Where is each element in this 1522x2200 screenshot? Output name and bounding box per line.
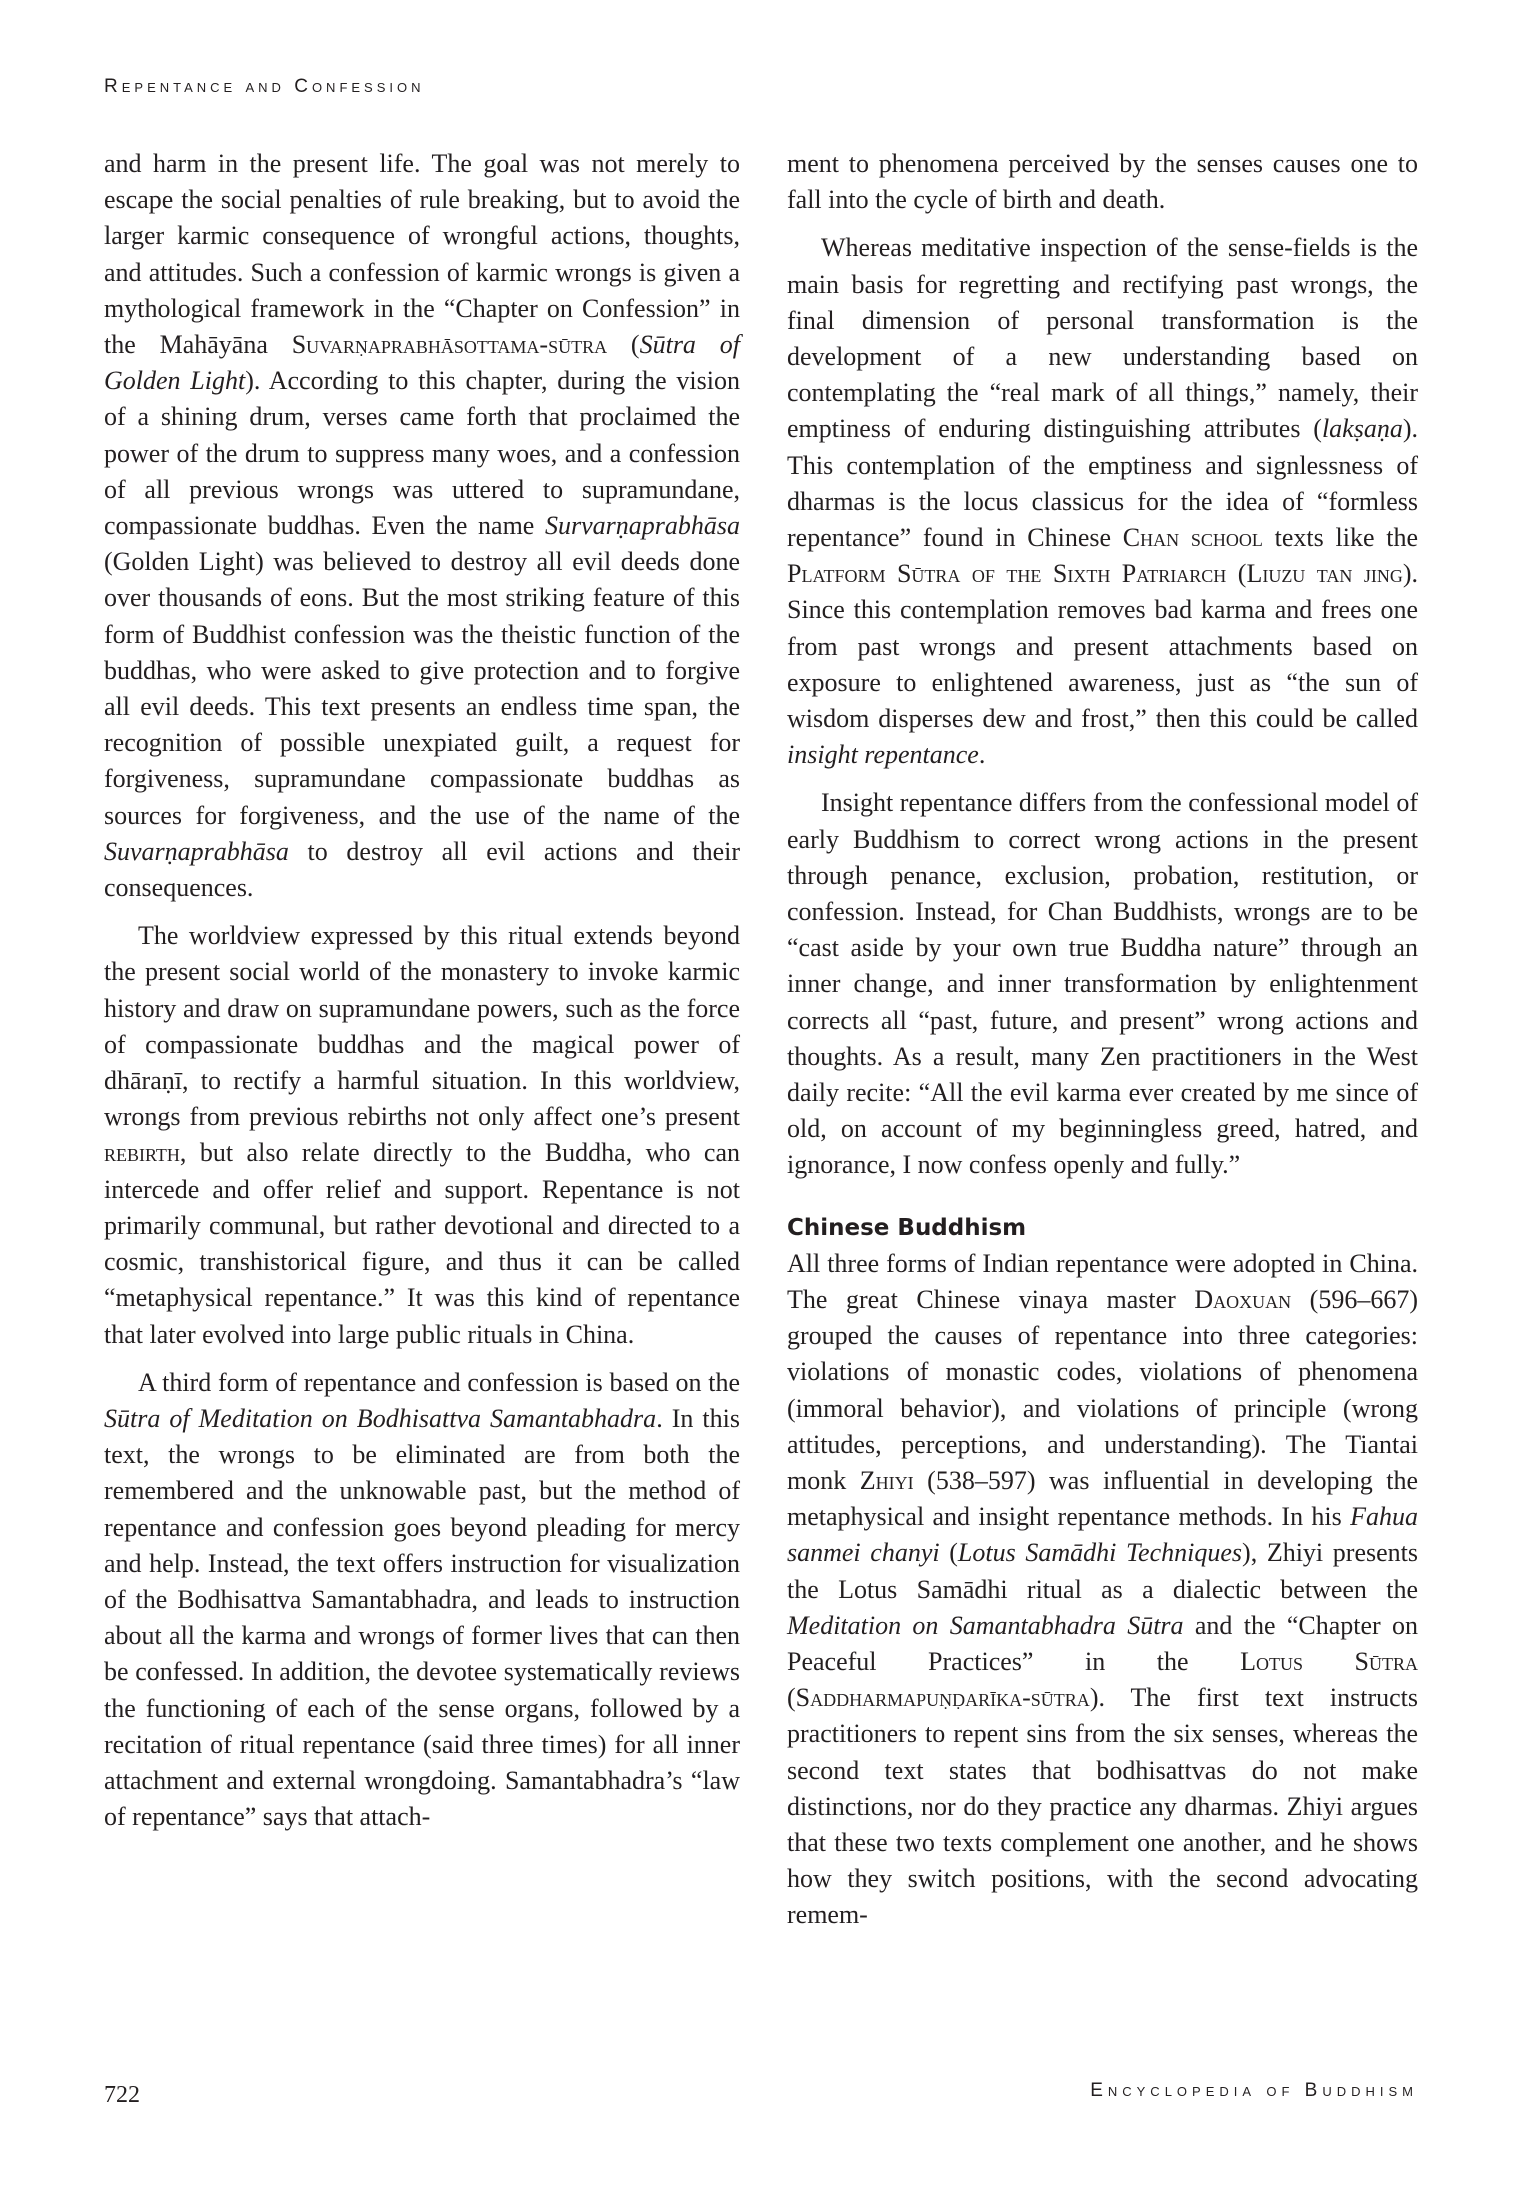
paragraph bbox=[787, 230, 1418, 773]
text: ). This contemplation of the emptiness and signlessness of dharmas is the locus classicus for the idea of “formless repentance” found in Chinese bbox=[787, 414, 1418, 553]
paragraph bbox=[787, 785, 1418, 1183]
italic-term: Survarṇaprabhāsa bbox=[544, 511, 740, 541]
italic-term: insight repentance bbox=[787, 740, 979, 770]
cross-reference: Daoxuan bbox=[1194, 1284, 1292, 1314]
italic-term: lakṣaṇa bbox=[1321, 414, 1403, 444]
cross-reference: Platform Sūtra of the Sixth Patriarch bbox=[787, 559, 1227, 589]
page-number: 722 bbox=[104, 2082, 140, 2108]
paragraph bbox=[787, 146, 1418, 218]
paragraph bbox=[104, 918, 740, 1352]
section-heading: Chinese Buddhism bbox=[787, 1214, 1027, 1241]
text: to destroy all evil actions and their consequences. bbox=[104, 836, 740, 903]
text: ( bbox=[939, 1538, 958, 1568]
cross-reference: Suvarṇaprabhāsottama-sūtra bbox=[291, 330, 608, 360]
italic-term: Suvarṇaprabhāsa bbox=[104, 836, 289, 866]
text: , but also relate directly to the Buddha, who can intercede and offer relief and support. Repentance is not primarily communal, but rather devotional and directed to a cosmic, transhistorical figure, and thus it can be called “metaphysical repentance.” It was this kind of repentance that later evolved into large public rituals in China. bbox=[104, 1138, 740, 1349]
text: ). Since this contemplation removes bad karma and frees one from past wrongs and present attachments based on exposure to enlightened awareness, just as “the sun of wisdom disperses dew and frost,” then this could be called bbox=[787, 559, 1418, 734]
paragraph bbox=[104, 1365, 740, 1836]
cross-reference: Saddharmapuṇḍarīka-sūtra bbox=[795, 1683, 1090, 1713]
text: A third form of repentance and confession is based on the bbox=[138, 1367, 740, 1397]
right-column bbox=[787, 146, 1418, 1946]
left-column bbox=[104, 146, 740, 1847]
text: and the “Chapter on Peaceful Practices” in the bbox=[787, 1610, 1418, 1676]
italic-title: Meditation on Samantabhadra Sūtra bbox=[787, 1610, 1184, 1640]
footer-book-title: Encyclopedia of Buddhism bbox=[1090, 2080, 1418, 2101]
text: Insight repentance differs from the confessional model of early Buddhism to correct wrong actions in the present through penance, exclusion, probation, restitution, or confession. Instead, for Chan Buddhists, wrongs are to be “cast aside by your own true Buddha nature” through an inner change, and inner transformation by enlightenment corrects all “past, future, and present” wrong actions and thoughts. As a result, many Zen practitioners in the West daily recite: “All the evil karma ever created by me since of old, on account of my beginningless greed, hatred, and ignorance, I now confess openly and fully.” bbox=[787, 788, 1418, 1180]
text: (Golden Light) was believed to destroy all evil deeds done over thousands of eons. But the most striking feature of this form of Buddhist confession was the theistic function of the buddhas, who were asked to give protection and to forgive all evil deeds. This text presents an endless time span, the recognition of possible unexpiated guilt, a request for forgiveness, supramundane compassionate buddhas as sources for forgiveness, and the use of the name of the bbox=[104, 547, 740, 830]
text: . In this text, the wrongs to be eliminated are from both the remembered and the unknowable past, but the method of repentance and confession goes beyond pleading for mercy and help. Instead, the text offers instruction for visualization of the Bodhisattva Samantabhadra, and leads to instruction about all the karma and wrongs of former lives that can then be confessed. In addition, the devotee systematically reviews the functioning of each of the sense organs, followed by a recitation of ritual repentance (said three times) for all inner attachment and external wrongdoing. Samantabhadra’s “law of repentance” says that attach- bbox=[104, 1403, 740, 1832]
italic-title: Lotus Samādhi Techniques bbox=[957, 1538, 1243, 1568]
italic-title: Sūtra of Meditation on Bodhisattva Samantabhadra bbox=[104, 1403, 657, 1433]
text: (596–667) grouped the causes of repentance into three categories: violations of monastic codes, violations of phenomena (immoral behavior), and violations of principle (wrong attitudes, perceptions, and understanding). The Tiantai monk bbox=[787, 1284, 1418, 1495]
paragraph bbox=[104, 146, 740, 906]
cross-reference: Chan school bbox=[1122, 523, 1263, 553]
text: (538–597) was influential in developing the metaphysical and insight repentance methods. In his bbox=[787, 1465, 1418, 1532]
cross-reference: Liuzu tan jing bbox=[1246, 559, 1403, 589]
text: Whereas meditative inspection of the sense-fields is the main basis for regretting and rectifying past wrongs, the final dimension of personal transformation is the development of a new understanding based on contemplating the “real mark of all things,” namely, their emptiness of enduring distinguishing attributes ( bbox=[787, 233, 1418, 444]
text: ment to phenomena perceived by the senses causes one to fall into the cycle of birth and death. bbox=[787, 149, 1418, 215]
italic-title: Sūtra of Golden Light bbox=[104, 330, 740, 396]
text: ( bbox=[1226, 559, 1247, 589]
text: ( bbox=[607, 330, 640, 360]
cross-reference: Lotus Sūtra bbox=[1240, 1646, 1418, 1676]
cross-reference: rebirth bbox=[104, 1138, 180, 1168]
paragraph bbox=[787, 1246, 1418, 1934]
text: . bbox=[978, 740, 986, 770]
text: ), Zhiyi presents the Lotus Samādhi ritual as a dialectic between the bbox=[787, 1538, 1418, 1604]
running-head: Repentance and Confession bbox=[104, 76, 425, 97]
text: ( bbox=[787, 1683, 796, 1713]
text: ). The first text instructs practitioners to repent sins from the six senses, whereas the second text states that bodhisattvas do not make distinctions, nor do they practice any dharmas. Zhiyi argues that these two texts complement one another, and he shows how they switch positions, with the second advocating remem- bbox=[787, 1683, 1418, 1930]
cross-reference: Zhiyi bbox=[859, 1465, 914, 1495]
italic-title: Fahua sanmei chanyi bbox=[787, 1502, 1418, 1568]
text: texts like the bbox=[1262, 523, 1418, 553]
text: The worldview expressed by this ritual extends beyond the present social world of the monastery to invoke karmic history and draw on supramundane powers, such as the force of compassionate buddhas and the magical power of dhāraṇī, to rectify a harmful situation. In this worldview, wrongs from previous rebirths not only affect one’s present bbox=[104, 921, 740, 1132]
text: ). According to this chapter, during the vision of a shining drum, verses came forth that proclaimed the power of the drum to suppress many woes, and a confession of all previous wrongs was uttered to supramundane, compassionate buddhas. Even the name bbox=[104, 366, 740, 541]
text: and harm in the present life. The goal was not merely to escape the social penalties of rule breaking, but to avoid the larger karmic consequence of wrongful actions, thoughts, and attitudes. Such a confession of karmic wrongs is given a mythological framework in the “Chapter on Confession” in the Mahāyāna bbox=[104, 149, 740, 360]
text: All three forms of Indian repentance were adopted in China. The great Chinese vinaya master bbox=[787, 1248, 1418, 1314]
